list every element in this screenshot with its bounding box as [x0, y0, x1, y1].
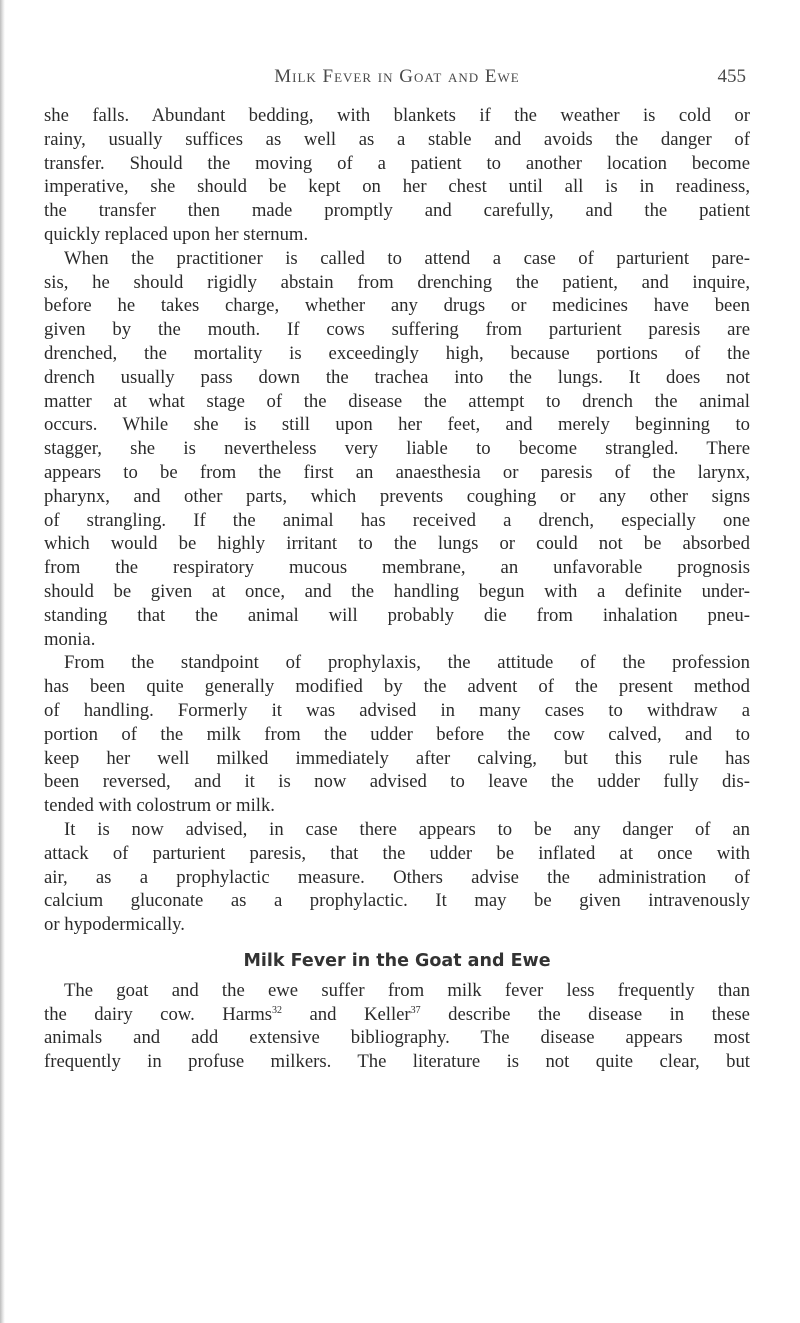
text-line: tended with colostrum or milk.	[44, 795, 275, 817]
text-line: from the respiratory mucous membrane, an unfavorable prognosis	[44, 557, 750, 579]
text-line: should be given at once, and the handling begun with a definite under-	[44, 580, 750, 602]
paragraph	[44, 247, 750, 652]
text-line: keep her well milked immediately after calving, but this rule has	[44, 747, 750, 769]
text-line: appears to be from the first an anaesthesia or paresis of the larynx,	[44, 461, 750, 483]
text-line: attack of parturient paresis, that the udder be inflated at once with	[44, 842, 750, 864]
text-line: calcium gluconate as a prophylactic. It may be given intravenously	[44, 890, 750, 912]
text-line: of handling. Formerly it was advised in many cases to withdraw a	[44, 699, 750, 721]
text-line: drenched, the mortality is exceedingly high, because portions of the	[44, 342, 750, 364]
body-text	[44, 104, 750, 1074]
text-line: drench usually pass down the trachea into the lungs. It does not	[44, 366, 750, 388]
text-line: air, as a prophylactic measure. Others advise the administration of	[44, 866, 750, 888]
text-line: standing that the animal will probably die from inhalation pneu-	[44, 604, 750, 626]
text-line: she falls. Abundant bedding, with blankets if the weather is cold or	[44, 105, 750, 126]
text-line: before he takes charge, whether any drugs or medicines have been	[44, 295, 750, 317]
text-line: imperative, she should be kept on her chest until all is in readiness,	[44, 176, 750, 198]
reference-superscript: 37	[410, 1004, 421, 1016]
text-line: matter at what stage of the disease the attempt to drench the animal	[44, 390, 750, 412]
text-line: sis, he should rigidly abstain from drenching the patient, and inquire,	[44, 271, 750, 293]
text-line: of strangling. If the animal has received a drench, especially one	[44, 509, 750, 531]
text-line: It is now advised, in case there appears to be any danger of an	[64, 818, 750, 840]
text-line: been reversed, and it is now advised to leave the udder fully dis-	[44, 771, 750, 793]
section-paragraph	[44, 979, 750, 1074]
text-line: The goat and the ewe suffer from milk fever less frequently than	[64, 979, 750, 1001]
running-head	[44, 66, 750, 94]
text-line: animals and add extensive bibliography. The disease appears most	[44, 1027, 750, 1049]
text-line: or hypodermically.	[44, 914, 185, 936]
text-line: frequently in profuse milkers. The literature is not quite clear, but	[44, 1051, 750, 1073]
page-edge-shadow	[0, 0, 5, 1323]
running-title: Milk Fever in Goat and Ewe	[274, 66, 520, 87]
text-line	[44, 1003, 750, 1027]
paragraphs	[44, 104, 750, 937]
text-line: quickly replaced upon her sternum.	[44, 223, 309, 245]
text-line: occurs. While she is still upon her feet, and merely beginning to	[44, 414, 750, 436]
text-line: which would be highly irritant to the lungs or could not be absorbed	[44, 533, 750, 555]
reference-superscript: 32	[272, 1004, 283, 1016]
text-line: portion of the milk from the udder before the cow calved, and to	[44, 723, 750, 745]
text-line: stagger, she is nevertheless very liable to become strangled. There	[44, 438, 750, 460]
paragraph	[44, 651, 750, 818]
text-line: given by the mouth. If cows suffering from parturient paresis are	[44, 319, 750, 341]
text-line: When the practitioner is called to attend a case of parturient pare-	[64, 247, 750, 269]
text-fragment: the dairy cow. Harms	[44, 1003, 273, 1025]
text-line: transfer. Should the moving of a patient to another location become	[44, 152, 750, 174]
paragraph	[44, 104, 750, 247]
paragraph	[44, 818, 750, 937]
text-fragment: and Keller	[282, 1003, 411, 1025]
text-line: From the standpoint of prophylaxis, the attitude of the profession	[64, 652, 750, 674]
text-line: rainy, usually suffices as well as a stable and avoids the danger of	[44, 128, 750, 150]
text-line: pharynx, and other parts, which prevents coughing or any other signs	[44, 485, 750, 507]
text-line: monia.	[44, 628, 96, 650]
section-heading: Milk Fever in the Goat and Ewe	[243, 950, 551, 971]
page-number: 455	[717, 66, 746, 87]
text-line: has been quite generally modified by the advent of the present method	[44, 676, 750, 698]
text-fragment: describe the disease in these	[420, 1003, 750, 1025]
text-line: the transfer then made promptly and carefully, and the patient	[44, 200, 750, 222]
